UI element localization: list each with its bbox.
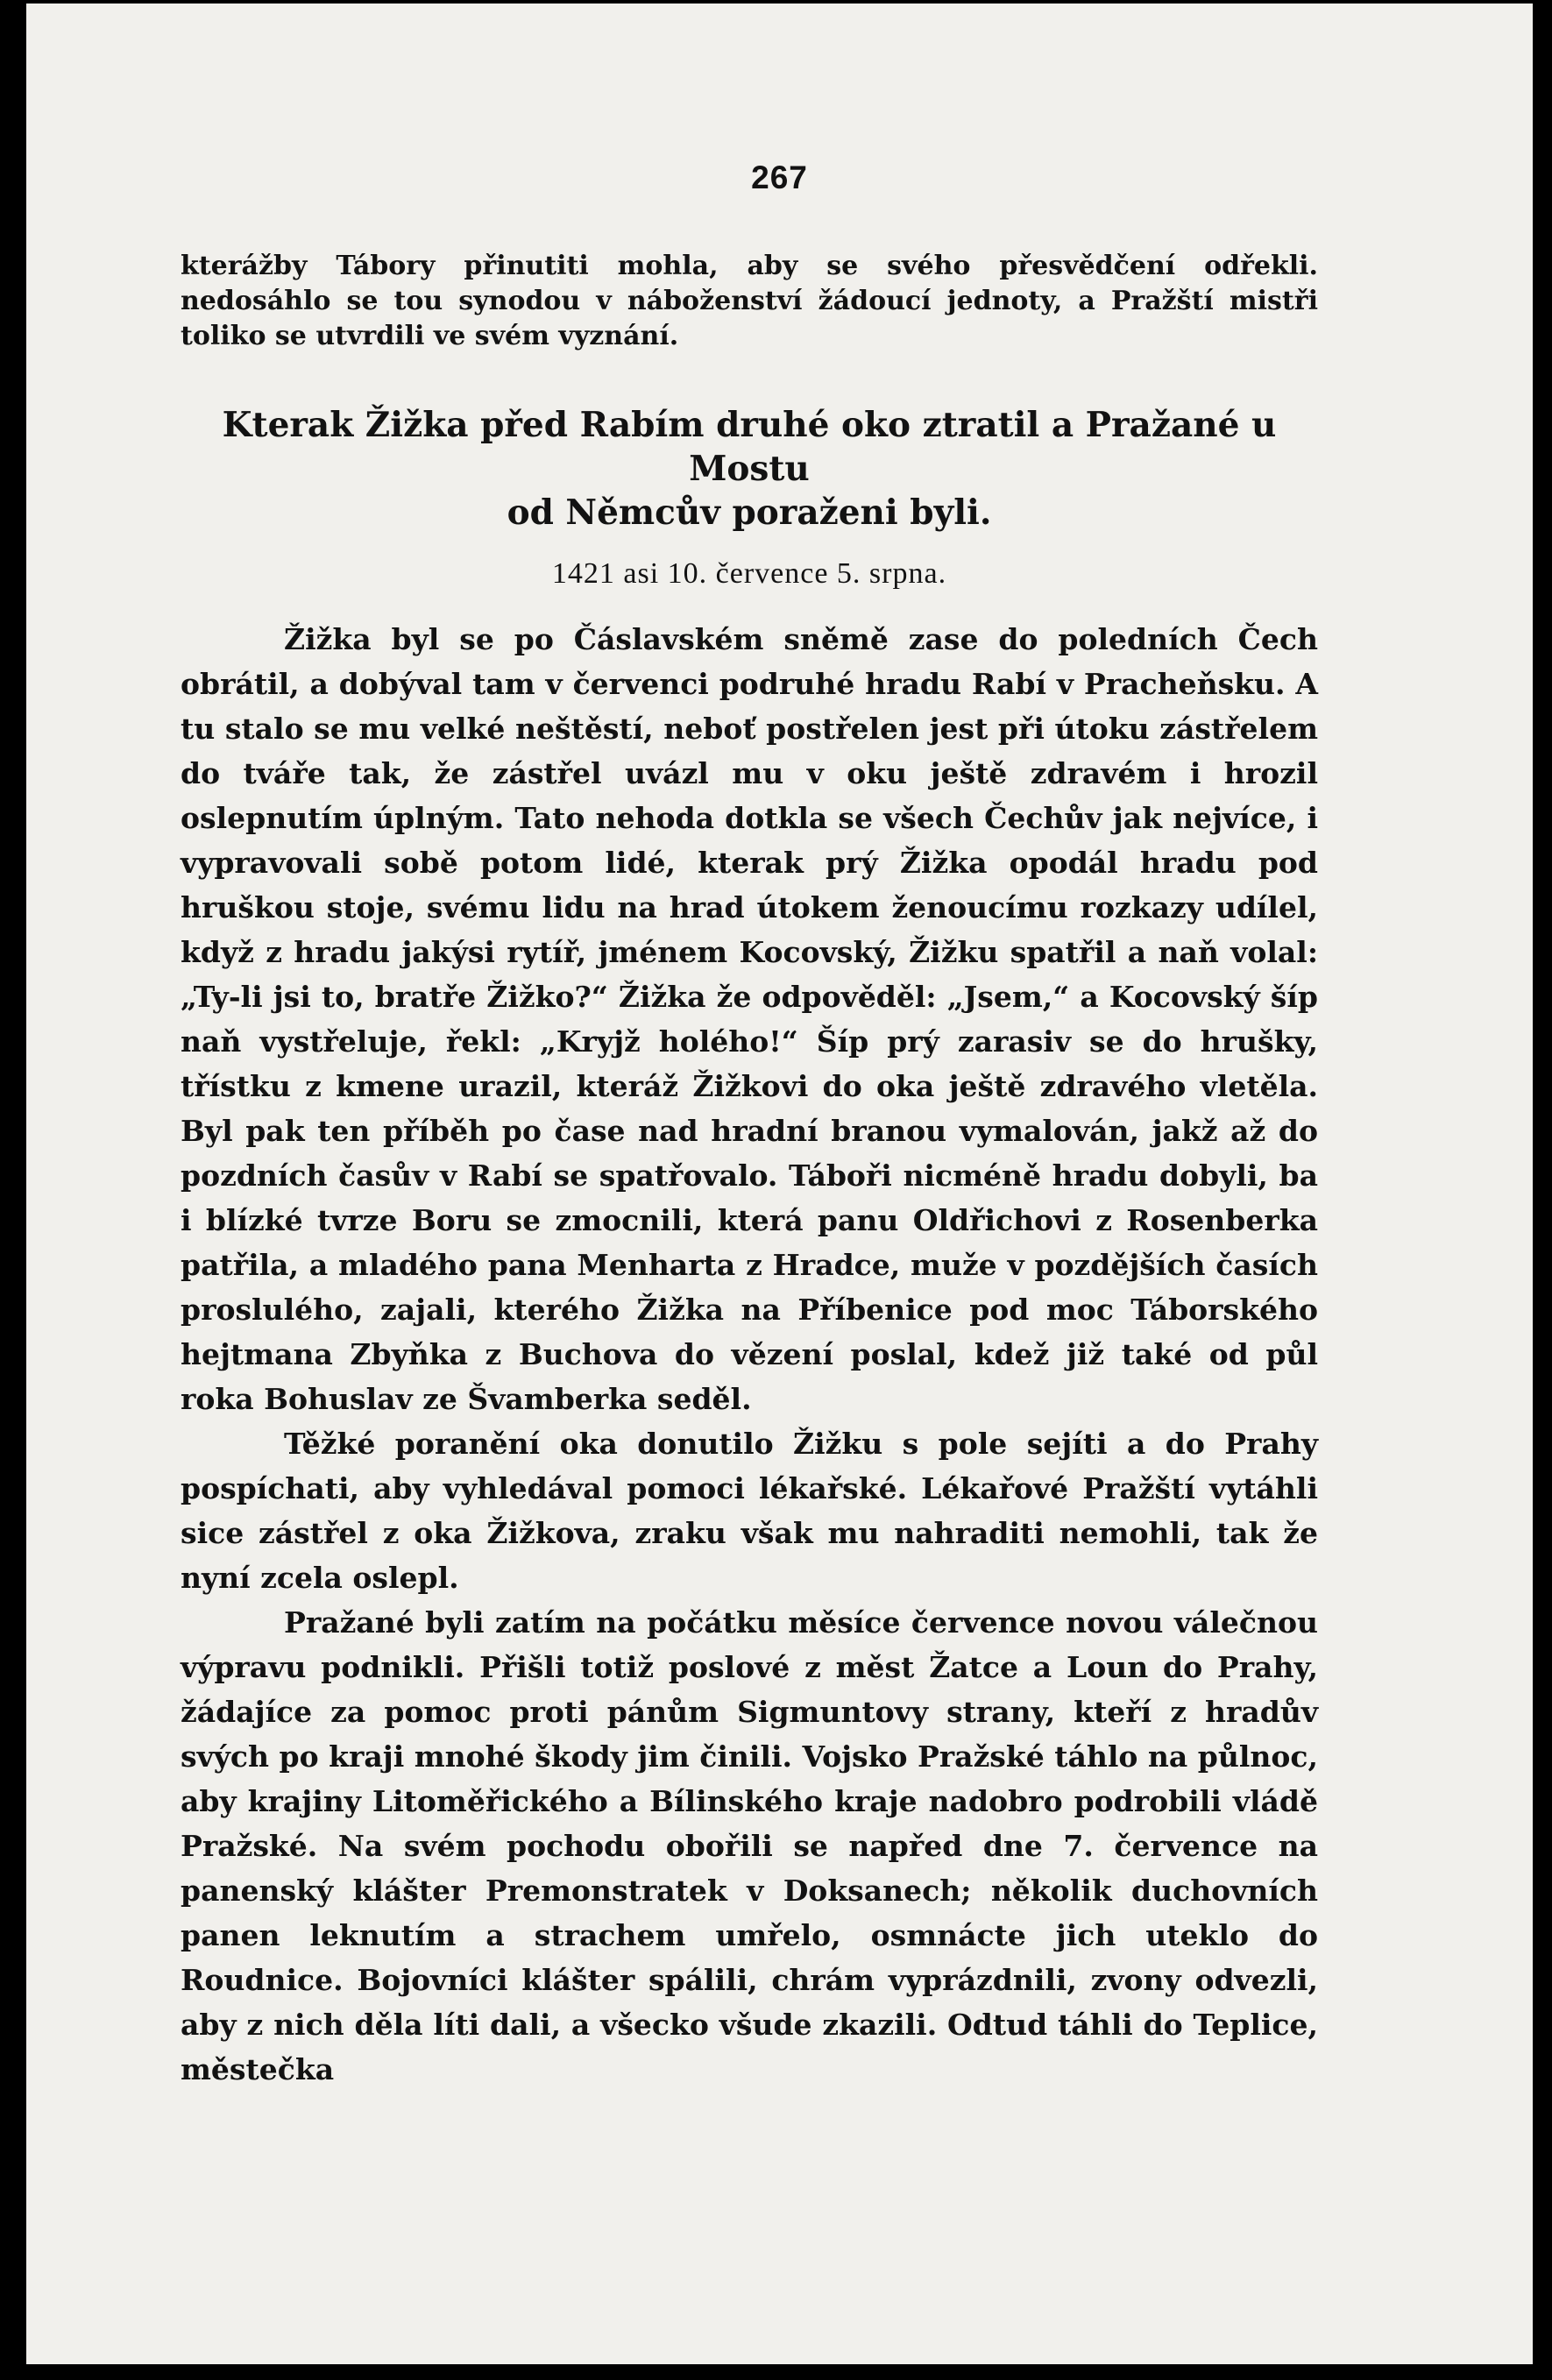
intro-paragraph: kterážby Tábory přinutiti mohla, aby se svého přesvědčení odřekli. nedosáhlo se tou synodou v náboženství žádoucí jednoty, a Pražští mistři toliko se utvrdili ve svém vyznání. [181, 251, 1318, 351]
chapter-date: 1421 asi 10. července 5. srpna. [551, 557, 947, 590]
chapter-heading-line-1: Kterak Žižka před Rabím druhé oko ztratil a Pražané u Mostu [222, 405, 1277, 489]
body-paragraph-2: Těžké poranění oka donutilo Žižku s pole sejíti a do Prahy pospíchati, aby vyhledával pomoci lékařské. Lékařové Pražští vytáhli sice zástřel z oka Žižkova, zraku však mu nahraditi nemohli, tak že nyní zcela oslepl. [181, 1427, 1318, 1595]
body-paragraph-3: Pražané byli zatím na počátku měsíce července novou válečnou výpravu podnikli. Přišli totiž poslové z měst Žatce a Loun do Prahy, žádajíce za pomoc proti pánům Sigmuntovy strany, kteří z hradův svých po kraji mnohé škody jim činili. Vojsko Pražské táhlo na půlnoc, aby krajiny Litoměřického a Bílinského kraje nadobro podrobili vládě Pražské. Na svém pochodu obořili se napřed dne 7. července na panenský klášter Premonstratek v Doksanech; několik duchovních panen leknutím a strachem umřelo, osmnácte jich uteklo do Roudnice. Bojovníci klášter spálili, chrám vyprázdnili, zvony odvezli, aby z nich děla líti dali, a všecko všude zkazili. Odtud táhli do Teplice, městečka [181, 1605, 1318, 2086]
book-page [26, 4, 1533, 2364]
text-column [181, 249, 1318, 2092]
body-paragraph-1: Žižka byl se po Čáslavském sněmě zase do poledních Čech obrátil, a dobýval tam v červenci podruhé hradu Rabí v Prachеňsku. A tu stalo se mu velké neštěstí, neboť postřelen jest při útoku zástřelem do tváře tak, že zástřel uvázl mu v oku ještě zdravém i hrozil oslepnutím úplným. Tato nehoda dotkla se všech Čechův jak nejvíce, i vypravovali sobě potom lidé, kterak prý Žižka opodál hradu pod hruškou stoje, svému lidu na hrad útokem ženoucímu rozkazy udílel, když z hradu jakýsi rytíř, jménem Kocovský, Žižku spatřil a naň volal: „Ty-li jsi to, bratře Žižko?“ Žižka že odpověděl: „Jsem,“ a Kocovský šíp naň vystřeluje, řekl: „Kryjž holého!“ Šíp prý zarasiv se do hrušky, třístku z kmene urazil, kteráž Žižkovi do oka ještě zdravého vletěla. Byl pak ten příběh po čase nad hradní branou vymalován, jakž až do pozdních časův v Rabí se spatřovalo. Táboři nicméně hradu dobyli, ba i blízké tvrze Boru se zmocnili, která panu Oldřichovi z Rosenberka patřila, a mladého pana Menharta z Hradce, muže v pozdějších časích proslulého, zajali, kteréhо Žižka na Příbenice pod moc Táborského hejtmana Zbyňka z Buchova do vězení poslal, kdež již také od půl roka Bohuslav ze Švamberka seděl. [181, 622, 1318, 1416]
page-number: 267 [751, 159, 808, 195]
chapter-heading [181, 403, 1318, 535]
chapter-heading-line-2: od Němcův poraženi byli. [507, 492, 992, 533]
